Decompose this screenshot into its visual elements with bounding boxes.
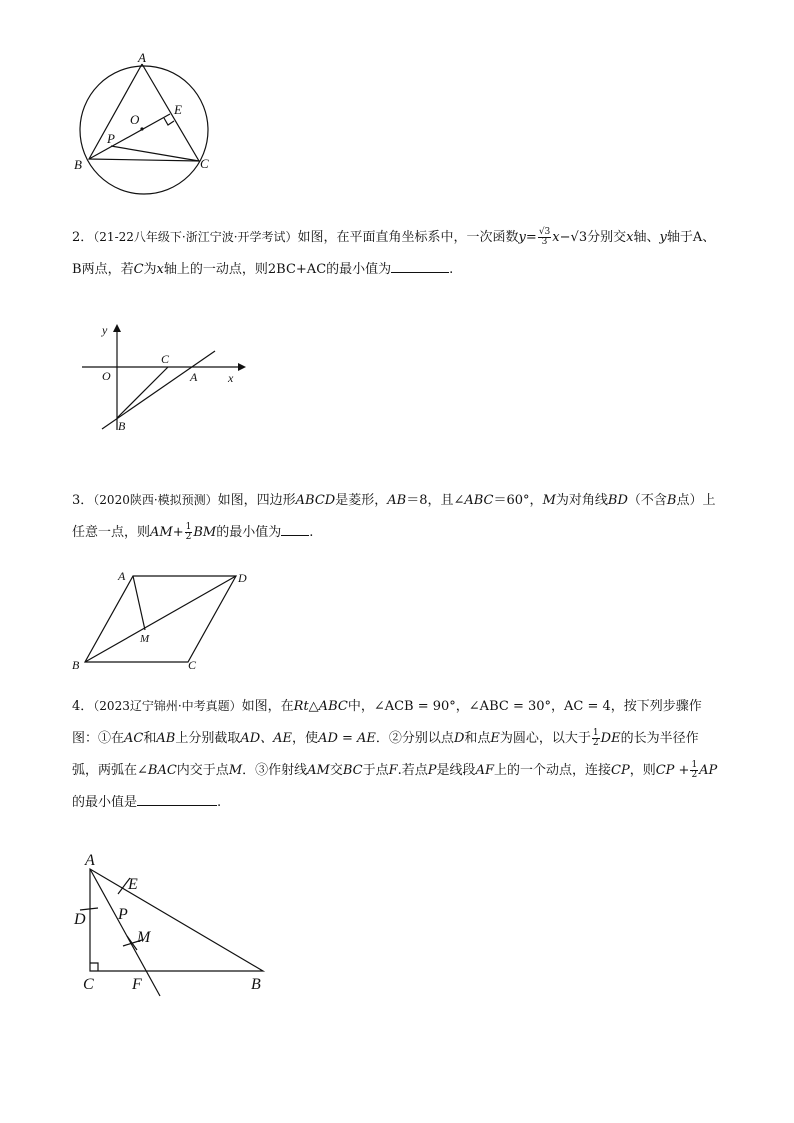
label-C: C <box>188 658 197 672</box>
text: ．②分别以点 <box>375 731 454 746</box>
math: √3 <box>570 230 588 245</box>
math: AB <box>156 731 176 746</box>
text: 是线段 <box>436 763 476 778</box>
text: 轴上的一动点，则 <box>163 262 268 277</box>
question-2: 2．（21-22八年级下·浙江宁波·开学考试）如图，在平面直角坐标系中，一次函数y= $\frac{√3}{3}$ x−√3分别交x轴、y轴于A、B两点，若C为x轴上的一动点，则2BC+AC的最小值为 . <box>72 227 716 277</box>
label-B: B <box>118 419 126 433</box>
text: A、B <box>72 230 716 277</box>
right-angle-mark <box>90 963 98 971</box>
text: . <box>217 795 222 810</box>
math: x <box>552 230 560 245</box>
math: CP <box>611 763 630 778</box>
label-x: x <box>228 371 234 385</box>
label-E: E <box>174 102 182 117</box>
label-B: B <box>74 157 82 172</box>
text: 点）上任意一点，则 <box>72 493 716 540</box>
arc-mark-m2 <box>127 936 137 950</box>
text: 为 <box>143 262 157 277</box>
center-dot <box>140 127 143 130</box>
text: 的最小值是 <box>72 795 138 810</box>
math: B <box>666 493 677 508</box>
math: + <box>172 525 184 540</box>
label-O: O <box>130 112 140 127</box>
right-angle-mark <box>164 118 174 125</box>
question-number: 3 <box>72 493 81 508</box>
text: 和 <box>143 731 157 746</box>
math: BD <box>607 493 628 508</box>
label-O: O <box>102 369 111 383</box>
segment-pc <box>111 146 199 161</box>
text: 于点 <box>362 763 389 778</box>
text: 中，∠ACB = 90°，∠ABC = 30°，AC = 4，按下列步骤作图：①在 <box>72 699 702 746</box>
math: Rt△ABC <box>293 699 348 714</box>
text: 两点，若 <box>81 262 134 277</box>
question-source: （2020陕西·模拟预测） <box>93 493 218 507</box>
segment-am <box>133 576 145 630</box>
answer-blank <box>391 262 449 273</box>
numerator: 1 <box>691 760 698 770</box>
label-P: P <box>118 906 128 923</box>
circumcircle <box>80 66 208 194</box>
label-C: C <box>200 156 209 171</box>
text: 的最小值为 <box>216 525 282 540</box>
text: ，使 <box>292 731 319 746</box>
label-P: P <box>107 131 115 146</box>
math: y <box>659 230 667 245</box>
label-C: C <box>161 352 170 366</box>
text: 上分别截取 <box>175 731 241 746</box>
text: 上的一个动点，连接 <box>493 763 611 778</box>
math: C <box>133 262 144 277</box>
label-F: F <box>132 976 142 993</box>
denominator: 2 <box>185 532 192 542</box>
arc-mark-d <box>80 908 98 910</box>
text: 如图，在 <box>241 699 294 714</box>
numerator: 1 <box>185 522 192 532</box>
figure-circle-triangle <box>70 50 220 200</box>
math: ABC <box>464 493 494 508</box>
text: 交 <box>329 763 343 778</box>
math: 2BC+AC <box>267 262 327 277</box>
math: AM <box>150 525 173 540</box>
math: M <box>228 763 243 778</box>
text: 的长为半径作弧，两弧在∠ <box>72 731 699 778</box>
question-number: 4 <box>72 699 81 714</box>
numerator: 1 <box>592 728 599 738</box>
fraction <box>690 761 698 780</box>
label-M: M <box>140 633 150 645</box>
math: D <box>453 731 465 746</box>
text: ，则 <box>629 763 656 778</box>
figure-coordinate-plane <box>80 320 250 440</box>
label-A: A <box>190 370 198 384</box>
math: AM <box>307 763 330 778</box>
text: （不含 <box>627 493 667 508</box>
math: x <box>156 262 164 277</box>
line-ab <box>102 351 215 429</box>
math: AC <box>124 731 144 746</box>
fraction <box>592 729 600 748</box>
answer-blank <box>281 525 309 536</box>
fraction <box>185 523 193 542</box>
math: M <box>542 493 556 508</box>
math: AD、AE <box>240 731 293 746</box>
denominator: 2 <box>592 738 599 748</box>
text: ．③作射线 <box>242 763 308 778</box>
label-M: M <box>137 929 151 946</box>
math: AP <box>699 763 718 778</box>
text: ＝60°， <box>493 493 543 508</box>
text: 为对角线 <box>555 493 608 508</box>
numerator: √3 <box>538 227 551 237</box>
math: BAC <box>147 763 177 778</box>
figure-rhombus <box>70 566 260 674</box>
triangle-abc <box>90 869 263 971</box>
math: BC <box>342 763 363 778</box>
answer-blank <box>137 795 217 806</box>
label-A: A <box>118 569 126 583</box>
label-C: C <box>83 976 94 993</box>
math: y <box>518 230 526 245</box>
label-D: D <box>238 571 247 585</box>
text: 如图，四边形 <box>217 493 296 508</box>
denominator: 3 <box>541 237 548 247</box>
y-axis-arrow <box>113 324 121 332</box>
text: . <box>309 525 314 540</box>
text: 是菱形， <box>335 493 388 508</box>
math: AB <box>387 493 407 508</box>
math: DE <box>600 731 621 746</box>
math: AD = AE <box>318 731 376 746</box>
text: 轴于 <box>666 230 693 245</box>
math: x <box>626 230 634 245</box>
text: 内交于点 <box>176 763 229 778</box>
x-axis-arrow <box>238 363 246 371</box>
math: F <box>388 763 398 778</box>
label-B: B <box>251 976 261 993</box>
label-A: A <box>85 852 95 869</box>
label-A: A <box>138 50 146 65</box>
math: = <box>525 230 537 245</box>
text: 轴、 <box>633 230 660 245</box>
math: E <box>490 731 500 746</box>
math: BM <box>193 525 217 540</box>
diagonal-bd <box>85 576 236 662</box>
label-B: B <box>72 658 80 672</box>
label-E: E <box>128 876 138 893</box>
question-number: 2 <box>72 230 81 245</box>
text: 和点 <box>464 731 491 746</box>
question-3: 3．（2020陕西·模拟预测）如图，四边形ABCD是菱形，AB＝8，且∠ABC＝60°，M为对角线BD（不含B点）上任意一点，则AM+ $\frac{1}{2}$ BM的最小值为 . <box>72 493 716 542</box>
math: ABCD <box>295 493 336 508</box>
text: 如图，在平面直角坐标系中，一次函数 <box>297 230 519 245</box>
text: 分别交 <box>587 230 627 245</box>
denominator: 2 <box>691 770 698 780</box>
question-source: （2023辽宁锦州·中考真题） <box>93 699 242 713</box>
label-D: D <box>74 911 86 928</box>
text: ＝8，且∠ <box>406 493 465 508</box>
label-y: y <box>102 323 108 337</box>
question-source: （21-22八年级下·浙江宁波·开学考试） <box>93 230 298 244</box>
fraction <box>538 228 551 247</box>
text: .若点 <box>397 763 428 778</box>
text: 为圆心，以大于 <box>499 731 591 746</box>
segment-bc <box>117 367 168 418</box>
math: − <box>559 230 571 245</box>
figure-right-triangle <box>70 848 280 998</box>
math: P <box>427 763 437 778</box>
math: CP + <box>655 763 690 778</box>
math: AF <box>475 763 494 778</box>
text: 的最小值为 <box>326 262 392 277</box>
text: . <box>449 262 454 277</box>
question-4: 4．（2023辽宁锦州·中考真题）如图，在Rt△ABC中，∠ACB = 90°，∠ABC = 30°，AC = 4，按下列步骤作图：①在AC和AB上分别截取AD、AE，使AD = AE．②分别以点D和点E为圆心，以大于 $\frac{1}{2}$ DE的长为半径作弧，两弧在∠BAC内交于点M．③作射线AM交BC于点F.若点P是线段AF上的一个动点，连接CP，则CP + $\frac{1}{2}$ AP的最小值是 . <box>72 699 718 810</box>
